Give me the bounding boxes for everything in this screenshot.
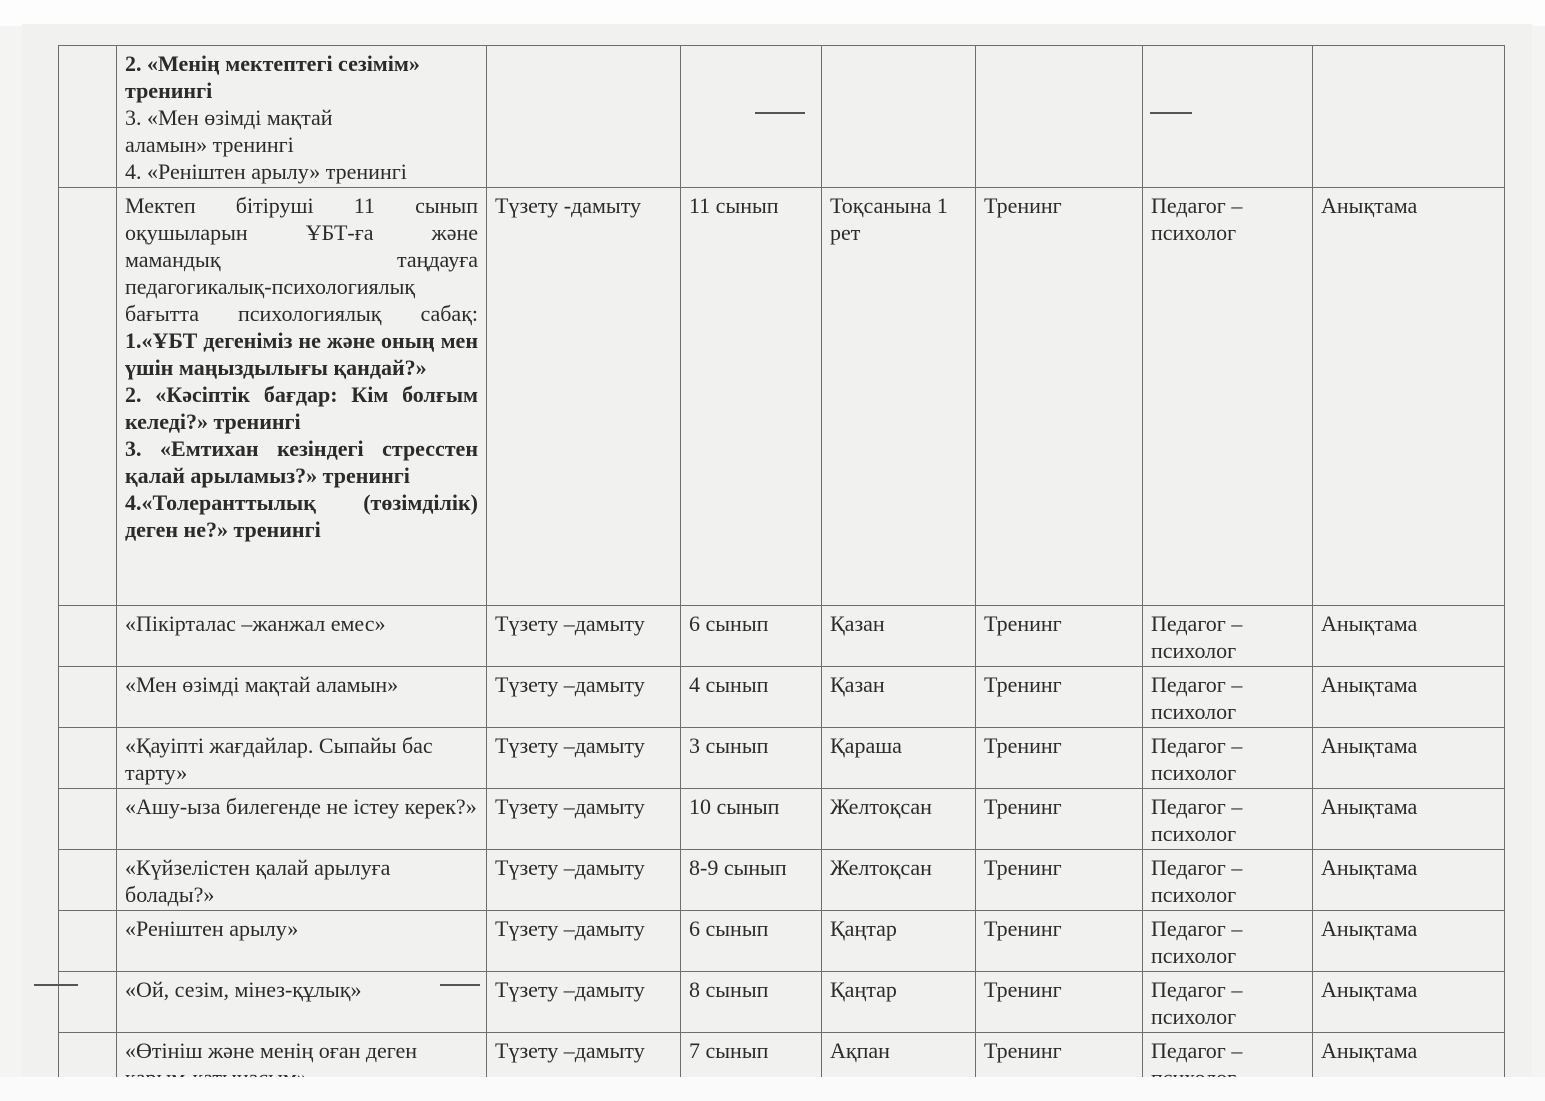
timing-cell: Желтоқсан <box>822 789 976 850</box>
row-number-cell <box>59 188 117 606</box>
row-number-cell <box>59 728 117 789</box>
scan-artifact-dash <box>440 984 480 986</box>
direction-cell: Түзету –дамыту <box>487 667 681 728</box>
report-cell <box>1313 46 1505 188</box>
direction-cell: Түзету –дамыту <box>487 972 681 1033</box>
responsible-cell: Педагог – психолог <box>1143 728 1313 789</box>
scan-artifact-dash <box>755 112 805 114</box>
form-cell: Тренинг <box>976 1033 1143 1094</box>
table-row <box>59 911 1505 972</box>
report-cell: Анықтама <box>1313 789 1505 850</box>
table-row-continuation <box>59 46 1505 188</box>
timing-cell: Қараша <box>822 728 976 789</box>
grade-cell: 7 сынып <box>681 1033 822 1094</box>
row-number-cell <box>59 46 117 188</box>
grade-cell: 3 сынып <box>681 728 822 789</box>
intro-line: мамандық таңдауға <box>125 247 478 272</box>
row-number-cell <box>59 667 117 728</box>
form-cell: Тренинг <box>976 850 1143 911</box>
responsible-cell <box>1143 46 1313 188</box>
topic-line: 3. «Мен өзімді мақтай <box>125 105 333 130</box>
table-row <box>59 667 1505 728</box>
form-cell <box>976 46 1143 188</box>
form-cell: Тренинг <box>976 188 1143 606</box>
report-cell: Анықтама <box>1313 667 1505 728</box>
row-number-cell <box>59 972 117 1033</box>
form-cell: Тренинг <box>976 911 1143 972</box>
topic-cell: «Күйзелістен қалай арылуға болады?» <box>117 850 487 911</box>
plan-table <box>58 45 1505 1094</box>
form-cell: Тренинг <box>976 789 1143 850</box>
timing-cell: Ақпан <box>822 1033 976 1094</box>
scan-bottom-margin <box>0 1077 1545 1101</box>
topic-cell: «Өтініш және менің оған деген <box>117 1033 487 1094</box>
table-row <box>59 972 1505 1033</box>
responsible-cell: Педагог – психолог <box>1143 972 1313 1033</box>
direction-cell: Түзету –дамыту <box>487 911 681 972</box>
table-row <box>59 850 1505 911</box>
grade-cell: 6 сынып <box>681 911 822 972</box>
form-cell: Тренинг <box>976 972 1143 1033</box>
row-number-cell <box>59 789 117 850</box>
lesson-item: 3. «Емтихан кезіндегі стресстен қалай арыламыз?» тренингі <box>125 436 478 488</box>
topic-cell: «Пікірталас –жанжал емес» <box>117 606 487 667</box>
scan-top-margin <box>0 0 1545 26</box>
timing-cell: Қаңтар <box>822 911 976 972</box>
topic-line: 4. «Реніштен арылу» тренингі <box>125 159 407 184</box>
topic-cell <box>117 188 487 606</box>
responsible-cell: Педагог – психолог <box>1143 911 1313 972</box>
topic-cell: «Реніштен арылу» <box>117 911 487 972</box>
direction-cell: Түзету -дамыту <box>487 188 681 606</box>
topic-cell: «Қауіпті жағдайлар. Сыпайы бас тарту» <box>117 728 487 789</box>
timing-cell: Қазан <box>822 667 976 728</box>
grade-cell <box>681 46 822 188</box>
direction-cell: Түзету –дамыту <box>487 606 681 667</box>
lesson-item: 2. «Кәсіптік бағдар: Кім болғым келеді?» тренингі <box>125 382 478 434</box>
direction-cell <box>487 46 681 188</box>
responsible-cell: Педагог – психолог <box>1143 789 1313 850</box>
responsible-cell: Педагог – психолог <box>1143 850 1313 911</box>
timing-cell: Қаңтар <box>822 972 976 1033</box>
row-number-cell <box>59 911 117 972</box>
grade-cell: 4 сынып <box>681 667 822 728</box>
topic-cell: «Мен өзімді мақтай аламын» <box>117 667 487 728</box>
intro-line: Мектеп бітіруші 11 сынып <box>125 193 478 218</box>
table-row <box>59 606 1505 667</box>
intro-line: педагогикалық-психологиялық <box>125 274 416 299</box>
direction-cell: Түзету –дамыту <box>487 789 681 850</box>
grade-cell: 6 сынып <box>681 606 822 667</box>
row-number-cell <box>59 606 117 667</box>
grade-cell: 8-9 сынып <box>681 850 822 911</box>
row-number-cell <box>59 850 117 911</box>
responsible-cell: Педагог – психолог <box>1143 188 1313 606</box>
topic-line: аламын» тренингі <box>125 132 294 157</box>
scan-artifact-dash <box>1150 112 1192 114</box>
lesson-item: 1.«ҰБТ дегеніміз не және оның мен үшін маңыздылығы қандай?» <box>125 328 478 380</box>
direction-cell: Түзету –дамыту <box>487 1033 681 1094</box>
lesson-item: 4.«Толеранттылық (төзімділік) деген не?» тренингі <box>125 490 478 542</box>
responsible-cell: Педагог – психолог <box>1143 606 1313 667</box>
grade-cell: 8 сынып <box>681 972 822 1033</box>
table-row <box>59 728 1505 789</box>
grade-cell: 10 сынып <box>681 789 822 850</box>
report-cell: Анықтама <box>1313 911 1505 972</box>
timing-cell: Желтоқсан <box>822 850 976 911</box>
direction-cell: Түзету –дамыту <box>487 850 681 911</box>
form-cell: Тренинг <box>976 667 1143 728</box>
intro-line: бағытта психологиялық сабақ: <box>125 301 478 326</box>
report-cell: Анықтама <box>1313 1033 1505 1094</box>
topic-line: тренингі <box>125 78 213 103</box>
table-row-ubt <box>59 188 1505 606</box>
form-cell: Тренинг <box>976 606 1143 667</box>
table-row <box>59 789 1505 850</box>
timing-cell <box>822 46 976 188</box>
report-cell: Анықтама <box>1313 188 1505 606</box>
topic-cell: «Ой, сезім, мінез-құлық» <box>117 972 487 1033</box>
form-cell: Тренинг <box>976 728 1143 789</box>
topic-line: 2. «Менің мектептегі сезімім» <box>125 51 420 76</box>
responsible-cell: Педагог – <box>1143 1033 1313 1094</box>
report-cell: Анықтама <box>1313 728 1505 789</box>
responsible-cell: Педагог – психолог <box>1143 667 1313 728</box>
timing-cell: Тоқсанына 1 рет <box>822 188 976 606</box>
report-cell: Анықтама <box>1313 972 1505 1033</box>
timing-cell: Қазан <box>822 606 976 667</box>
direction-cell: Түзету –дамыту <box>487 728 681 789</box>
report-cell: Анықтама <box>1313 606 1505 667</box>
topic-cell <box>117 46 487 188</box>
grade-cell: 11 сынып <box>681 188 822 606</box>
scan-artifact-dash <box>34 984 78 986</box>
topic-cell: «Ашу-ыза билегенде не істеу керек?» <box>117 789 487 850</box>
report-cell: Анықтама <box>1313 850 1505 911</box>
intro-line: оқушыларын ҰБТ-ға және <box>125 220 478 245</box>
